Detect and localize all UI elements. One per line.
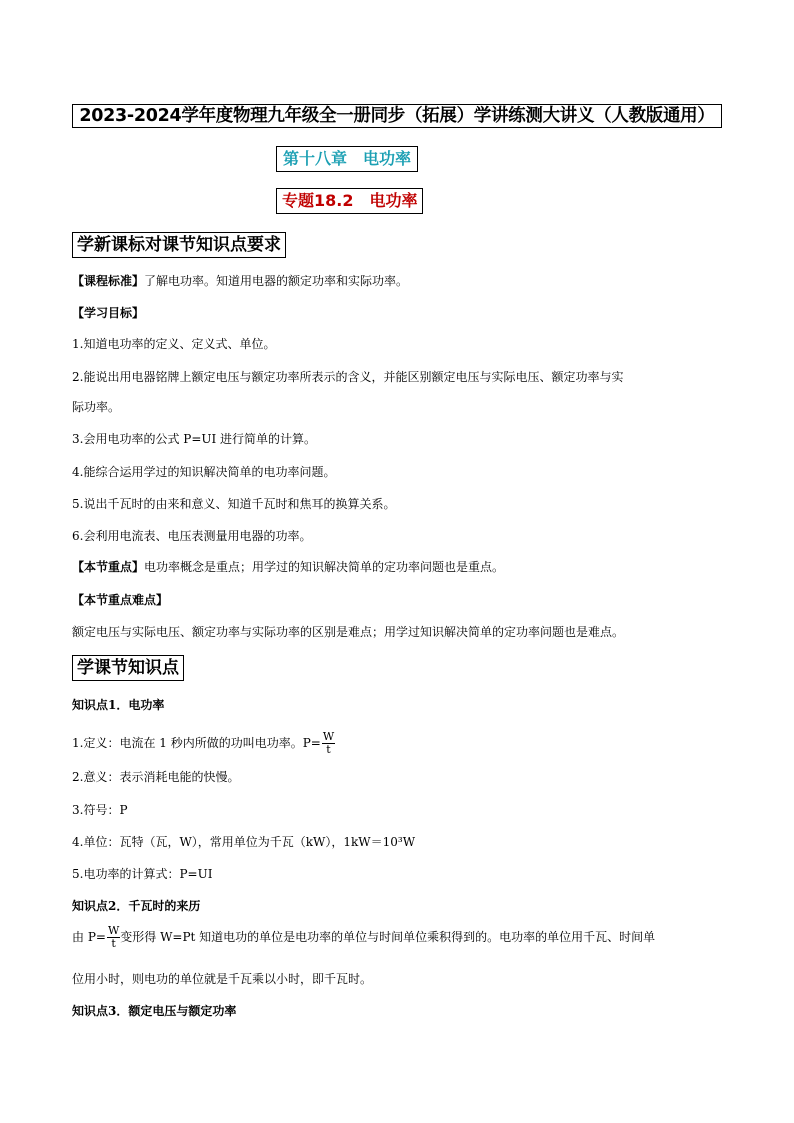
kwh-origin-line-1 bbox=[72, 924, 732, 950]
meaning-line: 2.意义：表示消耗电能的快慢。 bbox=[72, 770, 240, 784]
kwh-prefix: 由 P= bbox=[72, 930, 106, 944]
knowledge-point-2-title: 知识点2．千瓦时的来历 bbox=[72, 899, 201, 913]
knowledge-point-1-title: 知识点1．电功率 bbox=[72, 698, 165, 712]
fraction-denominator: t bbox=[111, 937, 116, 950]
fraction-numerator: W bbox=[322, 730, 335, 743]
key-points bbox=[72, 559, 732, 575]
formula-line: 5.电功率的计算式：P=UI bbox=[72, 867, 213, 881]
power-fraction bbox=[107, 925, 120, 950]
goal-item: 1.知道电功率的定义、定义式、单位。 bbox=[72, 337, 276, 351]
fraction-numerator: W bbox=[107, 924, 120, 937]
section-heading-requirements: 学新课标对课节知识点要求 bbox=[72, 232, 286, 258]
kwh-text: 变形得 W=Pt 知道电功的单位是电功率的单位与时间单位乘积得到的。电功率的单位用千瓦、时间单 bbox=[120, 930, 656, 944]
goal-item: 5.说出千瓦时的由来和意义、知道千瓦时和焦耳的换算关系。 bbox=[72, 497, 396, 511]
difficulty-label: 【本节重点难点】 bbox=[72, 593, 169, 607]
definition-line bbox=[72, 730, 732, 756]
knowledge-point-3-title: 知识点3．额定电压与额定功率 bbox=[72, 1004, 237, 1018]
course-standard bbox=[72, 273, 732, 289]
chapter-title: 第十八章 电功率 bbox=[276, 146, 418, 172]
power-fraction bbox=[322, 731, 335, 756]
goal-item: 6.会利用电流表、电压表测量用电器的功率。 bbox=[72, 529, 312, 543]
goal-item: 际功率。 bbox=[72, 400, 121, 414]
difficulty-text: 额定电压与实际电压、额定功率与实际功率的区别是难点；用学过知识解决简单的定功率问题也是难点。 bbox=[72, 625, 625, 639]
fraction-denominator: t bbox=[326, 743, 331, 756]
key-points-label: 【本节重点】 bbox=[72, 560, 145, 574]
learning-goals-label: 【学习目标】 bbox=[72, 306, 145, 320]
goal-item: 2.能说出用电器铭牌上额定电压与额定功率所表示的含义，并能区别额定电压与实际电压、额定功率与实 bbox=[72, 370, 624, 384]
kwh-origin-line-2: 位用小时，则电功的单位就是千瓦乘以小时，即千瓦时。 bbox=[72, 972, 373, 986]
course-standard-label: 【课程标准】 bbox=[72, 274, 145, 288]
document-title: 2023-2024学年度物理九年级全一册同步（拓展）学讲练测大讲义（人教版通用） bbox=[72, 104, 722, 128]
topic-title: 专题18.2 电功率 bbox=[276, 188, 423, 214]
symbol-line: 3.符号：P bbox=[72, 803, 128, 817]
unit-line: 4.单位：瓦特（瓦，W），常用单位为千瓦（kW），1kW＝10³W bbox=[72, 835, 416, 849]
section-heading-knowledge: 学课节知识点 bbox=[72, 655, 184, 681]
goal-item: 4.能综合运用学过的知识解决简单的电功率问题。 bbox=[72, 465, 336, 479]
definition-text: 1.定义：电流在 1 秒内所做的功叫电功率。P= bbox=[72, 736, 321, 750]
course-standard-text: 了解电功率。知道用电器的额定功率和实际功率。 bbox=[144, 274, 409, 288]
goal-item: 3.会用电功率的公式 P=UI 进行简单的计算。 bbox=[72, 432, 317, 446]
key-points-text: 电功率概念是重点；用学过的知识解决简单的定功率问题也是重点。 bbox=[144, 560, 505, 574]
